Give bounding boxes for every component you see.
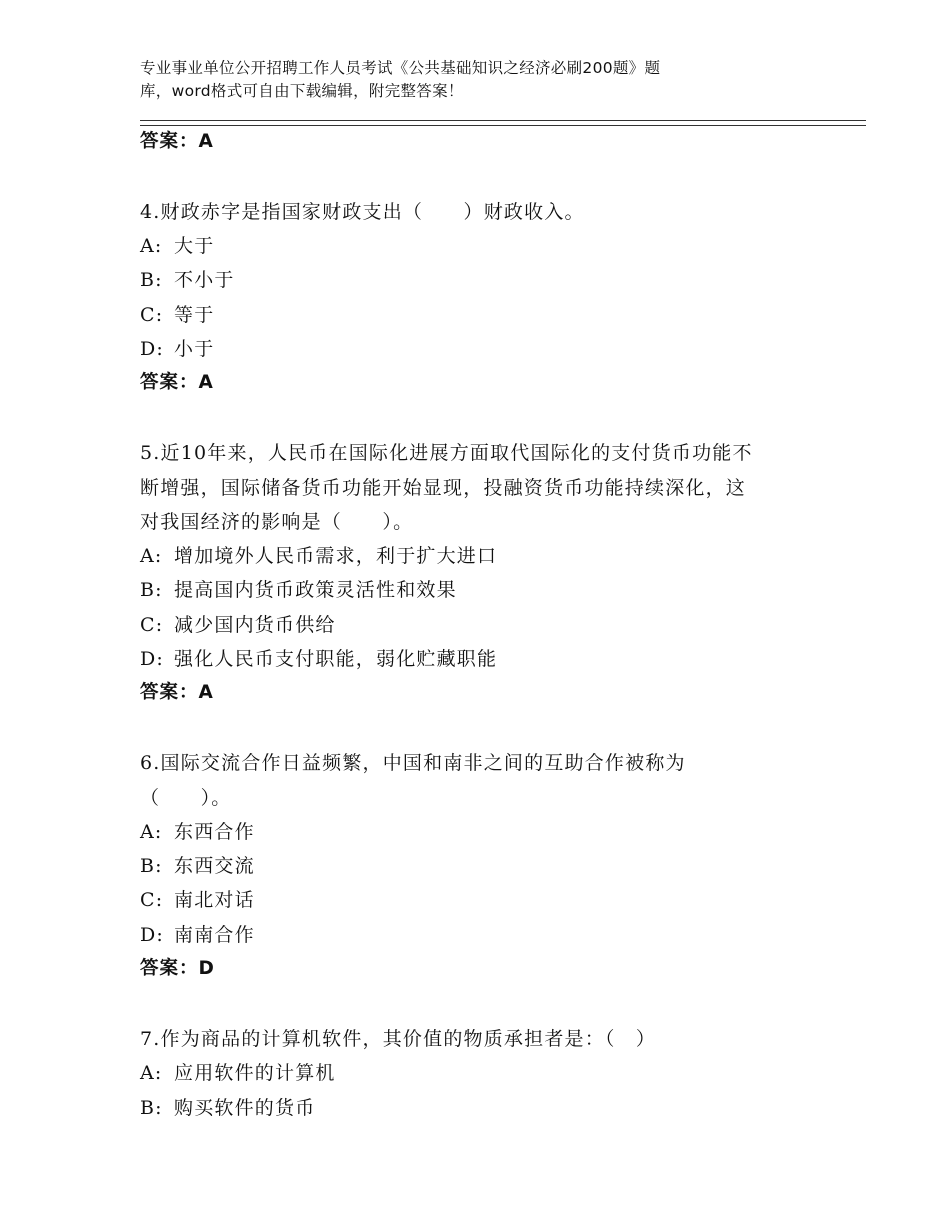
option-letter: C:	[140, 613, 164, 636]
option-d	[140, 642, 810, 676]
answer: 答案：A	[140, 372, 214, 394]
option-letter: D:	[140, 648, 165, 671]
option-a	[140, 229, 810, 263]
option-letter: B:	[140, 855, 163, 878]
option-text: 小于	[174, 338, 215, 361]
question-4	[140, 195, 810, 401]
option-letter: B:	[140, 1096, 163, 1119]
spacer	[140, 159, 810, 195]
option-letter: C:	[140, 889, 164, 912]
option-text: 增加境外人民币需求，利于扩大进口	[174, 545, 498, 568]
question-stem: 7.作为商品的计算机软件，其价值的物质承担者是：（ ）	[140, 1027, 657, 1050]
question-stem-line-2: 断增强，国际储备货币功能开始显现，投融资货币功能持续深化，这	[140, 476, 747, 499]
option-text: 等于	[174, 303, 215, 326]
option-d	[140, 332, 810, 366]
option-text: 大于	[174, 235, 215, 258]
option-letter: D:	[140, 923, 165, 946]
option-text: 减少国内货币供给	[174, 613, 336, 636]
option-d	[140, 918, 810, 952]
question-stem-line-1: 5.近10年来，人民币在国际化进展方面取代国际化的支付货币功能不	[140, 442, 753, 465]
question-stem-line-3: 对我国经济的影响是（ ）。	[140, 510, 414, 533]
spacer	[140, 986, 810, 1022]
option-c	[140, 298, 810, 332]
question-stem-line-2: （ ）。	[140, 786, 232, 809]
option-c	[140, 883, 810, 917]
question-7	[140, 1022, 810, 1125]
option-text: 不小于	[174, 269, 235, 292]
option-letter: A:	[140, 545, 163, 568]
option-text: 提高国内货币政策灵活性和效果	[174, 579, 457, 602]
option-text: 东西合作	[174, 820, 255, 843]
answer-q3: 答案：A	[140, 131, 214, 152]
option-text: 南南合作	[174, 923, 255, 946]
header-title-line-2: 库，word格式可自由下载编辑，附完整答案！	[140, 82, 464, 100]
option-text: 南北对话	[174, 889, 255, 912]
option-b	[140, 573, 810, 607]
question-stem: 4.财政赤字是指国家财政支出（ ）财政收入。	[140, 200, 585, 223]
option-text: 强化人民币支付职能，弱化贮藏职能	[174, 648, 498, 671]
option-b	[140, 1091, 810, 1125]
option-b	[140, 263, 810, 297]
option-a	[140, 539, 810, 573]
document-body	[140, 125, 810, 1125]
option-a	[140, 1056, 810, 1090]
answer: 答案：D	[140, 958, 215, 980]
spacer	[140, 401, 810, 437]
option-text: 购买软件的货币	[174, 1096, 316, 1119]
option-a	[140, 815, 810, 849]
option-c	[140, 608, 810, 642]
page-header	[140, 57, 780, 103]
question-6	[140, 746, 810, 986]
option-letter: C:	[140, 303, 164, 326]
option-text: 东西交流	[174, 855, 255, 878]
option-letter: D:	[140, 338, 165, 361]
option-letter: A:	[140, 1062, 163, 1085]
spacer	[140, 711, 810, 747]
option-b	[140, 849, 810, 883]
question-5	[140, 436, 810, 710]
option-text: 应用软件的计算机	[174, 1062, 336, 1085]
option-letter: B:	[140, 579, 163, 602]
question-stem-line-1: 6.国际交流合作日益频繁，中国和南非之间的互助合作被称为	[140, 752, 686, 775]
option-letter: B:	[140, 269, 163, 292]
option-letter: A:	[140, 820, 163, 843]
header-title-line-1: 专业事业单位公开招聘工作人员考试《公共基础知识之经济必刷200题》题	[140, 59, 661, 77]
option-letter: A:	[140, 235, 163, 258]
answer: 答案：A	[140, 682, 214, 704]
